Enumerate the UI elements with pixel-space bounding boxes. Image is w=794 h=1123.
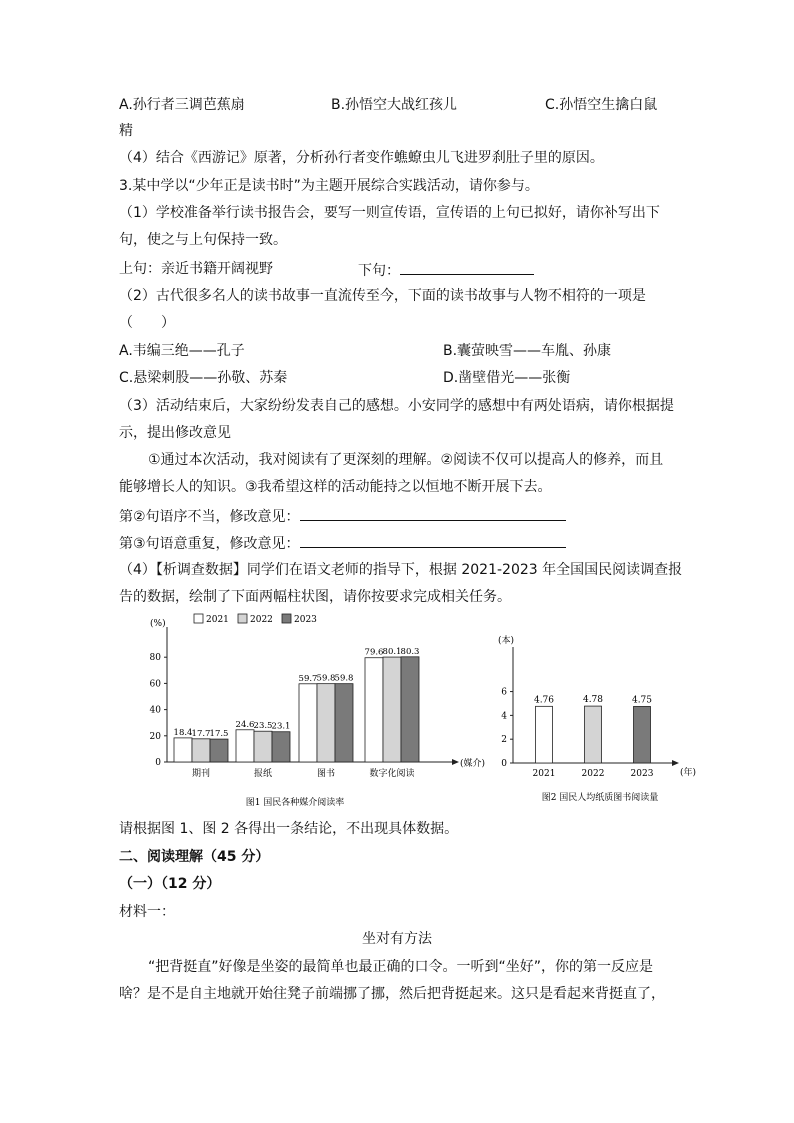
fig1-bar-value: 59.8 xyxy=(334,673,354,684)
fig1-y-tick-label: 0 xyxy=(155,758,161,768)
q3-2-answer-paren[interactable]: （ ） xyxy=(119,315,175,331)
fig2-y-tick-label: 2 xyxy=(501,735,507,746)
fig1-bar xyxy=(299,684,317,762)
fig2-y-tick-label: 0 xyxy=(501,759,507,769)
q3-1-line2: 句，使之与上句保持一致。 xyxy=(119,232,287,248)
question-2-4: （4）结合《西游记》原著，分析孙行者变作蟭蟟虫儿飞进罗刹肚子里的原因。 xyxy=(119,150,604,166)
fig1-bar xyxy=(210,739,228,762)
fig2-bar-value: 4.76 xyxy=(533,695,555,706)
fig1-legend xyxy=(194,614,317,625)
fig1-bar xyxy=(254,731,272,762)
fig1-bar-value: 80.1 xyxy=(382,647,402,658)
fig2-y-tick-label: 6 xyxy=(501,687,507,698)
subsection-1-heading: （一）（12 分） xyxy=(119,876,221,892)
fig1-category-label: 图书 xyxy=(316,769,336,779)
fig1-bar-value: 59.7 xyxy=(298,673,318,684)
q3-1-line1: （1）学校准备举行读书报告会，要写一则宣传语，宣传语的上句已拟好，请你补写出下 xyxy=(119,205,660,221)
q3-4-line2: 告的数据，绘制了下面两幅柱状图，请你按要求完成相关任务。 xyxy=(119,589,511,605)
fix-sentence-3-label: 第③句语意重复，修改意见： xyxy=(119,536,300,552)
fig2-category-label: 2021 xyxy=(532,769,556,779)
fig1-bar-value: 23.1 xyxy=(271,721,291,732)
fig1-bar-value: 17.7 xyxy=(191,728,211,739)
fig2-y-unit: (本) xyxy=(498,636,515,646)
figure-1-chart xyxy=(140,605,500,815)
fig1-bar-value: 18.4 xyxy=(173,727,193,738)
article-para-line2: 啥？是不是自主地就开始往凳子前端挪了挪，然后把背挺起来。这只是看起来背挺直了， xyxy=(119,986,665,1002)
legend-label-2022: 2022 xyxy=(250,615,273,625)
fig2-y-tick-label: 4 xyxy=(501,711,507,722)
fig1-bar xyxy=(236,730,254,762)
fix-sentence-3 xyxy=(119,532,566,554)
fig1-bar xyxy=(192,739,210,762)
option-a-line: A.孙行者三调芭蕉扇 xyxy=(119,97,245,113)
fig1-bar-value: 79.6 xyxy=(364,647,384,658)
q3-2-line1: （2）古代很多名人的读书故事一直流传至今，下面的读书故事与人物不相符的一项是 xyxy=(119,288,646,304)
fig1-y-tick-label: 80 xyxy=(149,653,161,664)
fig1-bar xyxy=(365,658,383,762)
fig1-bar xyxy=(174,738,192,762)
fig2-x-axis-arrow xyxy=(672,760,679,766)
lower-sentence-blank[interactable] xyxy=(400,259,534,275)
fig2-bar xyxy=(585,706,602,763)
fig1-bar xyxy=(383,657,401,762)
material-1-label: 材料一： xyxy=(119,904,175,920)
legend-swatch-2021 xyxy=(194,614,203,623)
fig1-y-tick-label: 20 xyxy=(149,731,161,742)
legend-swatch-2023 xyxy=(282,614,291,623)
fig1-bar-value: 80.3 xyxy=(400,646,420,657)
fig1-bar-value: 24.6 xyxy=(235,719,255,730)
question-3-intro: 3.某中学以“少年正是读书时”为主题开展综合实践活动，请你参与。 xyxy=(119,178,539,194)
fig1-x-unit: (媒介) xyxy=(460,759,486,769)
fig2-bar-value: 4.78 xyxy=(582,695,604,706)
article-para-line1: “把背挺直”好像是坐姿的最简单也最正确的口令。一听到“坐好”，你的第一反应是 xyxy=(148,959,654,975)
fig2-caption: 图2 国民人均纸质图书阅读量 xyxy=(541,793,659,803)
q3-2-option-b: B.囊萤映雪——车胤、孙康 xyxy=(443,343,612,359)
fig1-y-tick-label: 40 xyxy=(149,705,161,716)
q3-2-option-a: A.韦编三绝——孔子 xyxy=(119,343,245,359)
fig1-y-tick-label: 60 xyxy=(149,679,161,690)
fig1-bar-value: 17.5 xyxy=(209,729,229,740)
lower-sentence-label: 下句： xyxy=(358,263,400,279)
fig1-y-unit: (%) xyxy=(150,619,166,629)
fig1-x-axis-arrow xyxy=(452,759,459,765)
legend-swatch-2022 xyxy=(238,614,247,623)
option-c-line: C.孙悟空生擒白鼠 xyxy=(545,97,658,113)
article-title: 坐对有方法 xyxy=(362,931,432,947)
q3-3-line1: （3）活动结束后，大家纷纷发表自己的感想。小安同学的感想中有两处语病，请你根据提 xyxy=(119,398,674,414)
option-c-continued: 精 xyxy=(119,123,133,139)
fix-sentence-2-label: 第②句语序不当，修改意见： xyxy=(119,509,300,525)
fig1-bar-value: 59.8 xyxy=(316,673,336,684)
fig1-bar xyxy=(401,657,419,762)
fig2-category-label: 2022 xyxy=(581,769,605,779)
q3-3-quote-line2: 能够增长人的知识。③我希望这样的活动能持之以恒地不断开展下去。 xyxy=(119,479,552,495)
q3-4-line1: （4）【析调查数据】同学们在语文老师的指导下，根据 2021-2023 年全国国民阅读调查报 xyxy=(119,562,683,578)
legend-label-2023: 2023 xyxy=(294,615,317,625)
q3-4-task: 请根据图 1、图 2 各得出一条结论，不出现具体数据。 xyxy=(119,821,459,837)
fig1-bar xyxy=(272,732,290,762)
fig2-x-unit: (年) xyxy=(680,768,697,778)
fig1-bar xyxy=(335,684,353,762)
fig1-category-label: 报纸 xyxy=(253,769,273,779)
fig1-bar-value: 23.5 xyxy=(253,721,273,732)
fix-sentence-2 xyxy=(119,505,566,527)
fig2-bar xyxy=(634,706,651,763)
lower-sentence xyxy=(358,259,534,281)
q3-2-option-d: D.凿壁借光——张衡 xyxy=(443,370,571,386)
q3-3-line2: 示，提出修改意见 xyxy=(119,425,231,441)
section-2-heading: 二、阅读理解（45 分） xyxy=(119,849,270,865)
fig1-bar xyxy=(317,684,335,762)
q3-2-option-c: C.悬梁刺股——孙敬、苏秦 xyxy=(119,370,288,386)
upper-sentence: 上句：亲近书籍开阔视野 xyxy=(119,261,273,277)
fix-sentence-3-blank[interactable] xyxy=(300,532,566,548)
fig2-category-label: 2023 xyxy=(630,769,654,779)
fig1-category-label: 期刊 xyxy=(191,769,211,779)
option-b-line: B.孙悟空大战红孩儿 xyxy=(331,97,458,113)
fig2-bar xyxy=(536,706,553,763)
figure-2-chart xyxy=(480,625,720,815)
fig1-category-label: 数字化阅读 xyxy=(369,769,415,779)
fix-sentence-2-blank[interactable] xyxy=(300,505,566,521)
fig2-bar-value: 4.75 xyxy=(631,695,653,706)
legend-label-2021: 2021 xyxy=(206,615,229,625)
q3-3-quote-line1: ①通过本次活动，我对阅读有了更深刻的理解。②阅读不仅可以提高人的修养，而且 xyxy=(148,452,664,468)
fig1-caption: 图1 国民各种媒介阅读率 xyxy=(245,798,345,808)
